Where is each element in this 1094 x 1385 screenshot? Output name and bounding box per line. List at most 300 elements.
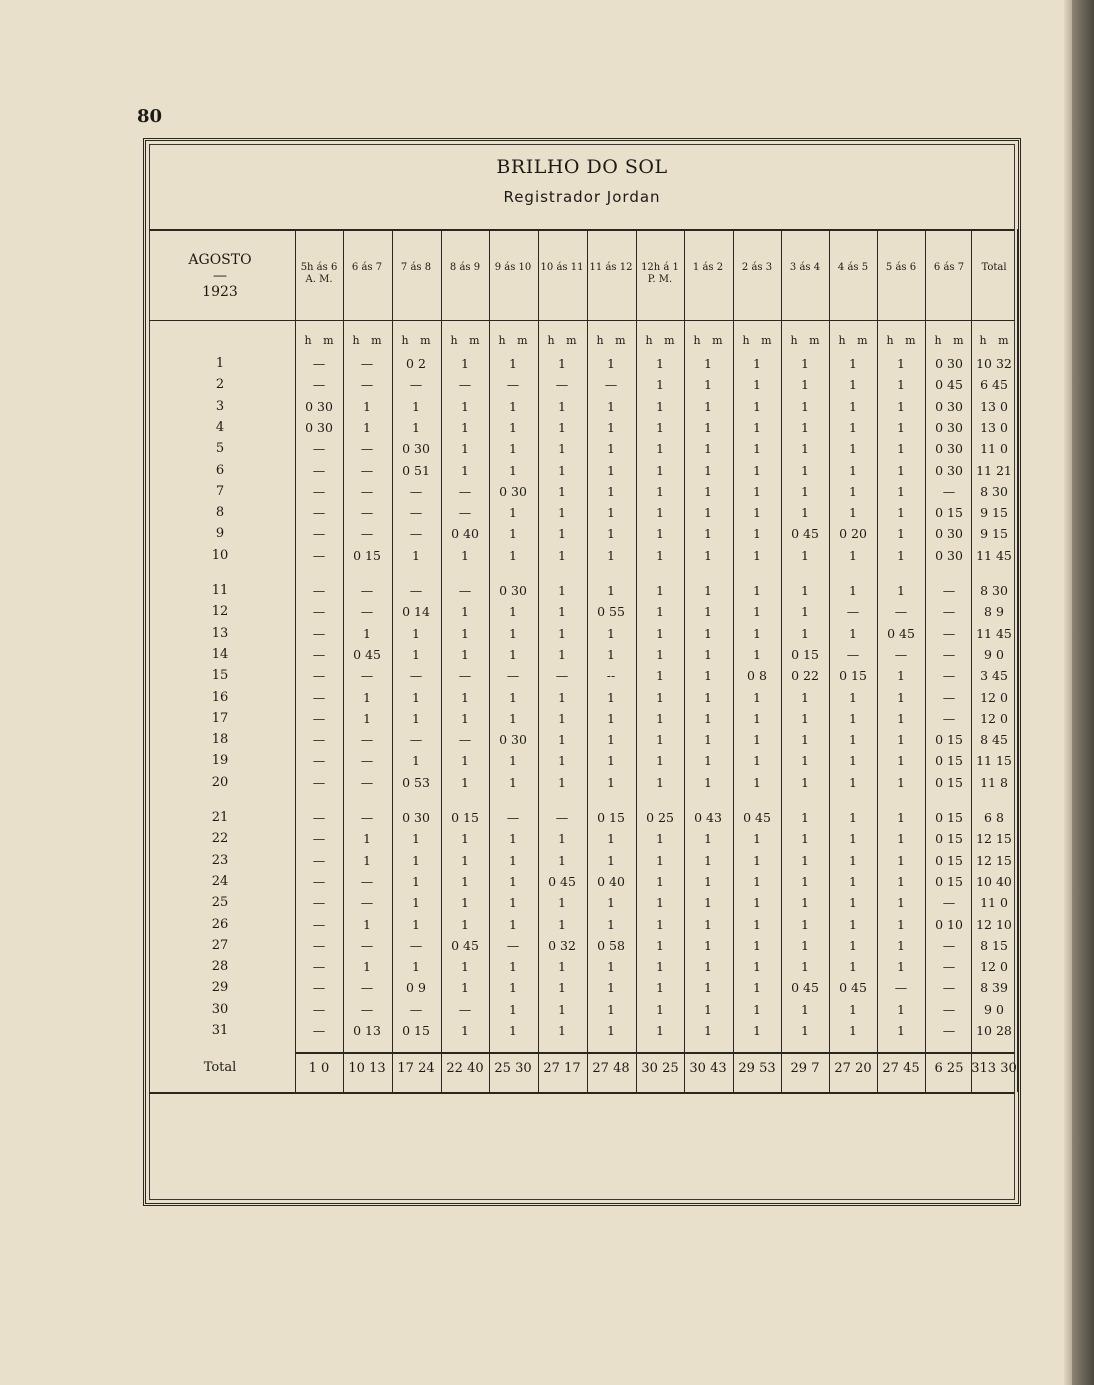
column-header-line1: 7 ás 8: [400, 262, 432, 273]
table-cell: 1: [363, 959, 371, 975]
column-header-line1: 1 ás 2: [692, 262, 724, 273]
table-cell: 0 30: [935, 526, 963, 542]
day-label: 14: [211, 646, 229, 662]
table-cell: 1: [753, 916, 761, 932]
table-cell: 1: [801, 831, 809, 847]
table-cell: 1: [753, 483, 761, 499]
table-cell: 1: [558, 852, 566, 868]
table-cell: 13 0: [980, 419, 1008, 435]
table-cell: 1: [509, 873, 517, 889]
header-top-rule: [149, 229, 1015, 231]
table-cell: —: [312, 852, 326, 868]
table-cell: 1: [704, 483, 712, 499]
table-cell: —: [312, 462, 326, 478]
total-cell: 10 13: [348, 1061, 386, 1076]
table-cell: 1: [509, 505, 517, 521]
table-cell: —: [458, 505, 472, 521]
table-cell: 1: [461, 959, 469, 975]
table-cell: 1: [897, 852, 905, 868]
table-cell: 1: [656, 646, 664, 662]
table-cell: 1: [849, 377, 857, 393]
table-cell: 1: [849, 852, 857, 868]
table-cell: 1: [656, 873, 664, 889]
table-cell: 1: [753, 895, 761, 911]
table-cell: —: [409, 377, 423, 393]
table-cell: 1: [607, 419, 615, 435]
table-cell: —: [312, 895, 326, 911]
header-bottom-rule: [149, 320, 1015, 321]
table-cell: 1: [656, 937, 664, 953]
table-cell: 1: [704, 710, 712, 726]
table-cell: 1: [607, 753, 615, 769]
table-cell: 1: [558, 604, 566, 620]
table-cell: 1: [509, 980, 517, 996]
table-cell: 1: [753, 583, 761, 598]
table-cell: 1: [897, 774, 905, 790]
table-cell: 1: [897, 668, 905, 684]
table-cell: 1: [801, 689, 809, 705]
column-header-line1: 5h ás 6: [300, 262, 338, 273]
unit-label: h m: [693, 334, 723, 347]
total-cell: 27 45: [882, 1061, 920, 1076]
table-cell: 0 45: [548, 873, 576, 889]
table-cell: 1: [412, 959, 420, 975]
table-cell: 0 45: [839, 980, 867, 996]
table-cell: 1: [801, 377, 809, 393]
table-cell: —: [312, 689, 326, 705]
table-cell: 1: [704, 959, 712, 975]
table-cell: 1: [753, 547, 761, 563]
day-label: 12: [211, 604, 229, 620]
year-label: 1923: [202, 284, 238, 300]
table-cell: 1: [607, 1023, 615, 1038]
table-cell: 1: [704, 753, 712, 769]
page-edge: [1064, 0, 1072, 1385]
table-cell: 1: [656, 526, 664, 542]
day-label: 5: [215, 441, 225, 457]
table-cell: 1: [607, 505, 615, 521]
table-cell: 1: [897, 462, 905, 478]
table-cell: 1: [461, 852, 469, 868]
table-cell: 1: [704, 398, 712, 414]
table-cell: —: [555, 377, 569, 393]
table-cell: —: [942, 895, 956, 911]
table-cell: 1: [656, 831, 664, 847]
table-cell: —: [360, 810, 374, 825]
table-cell: —: [360, 980, 374, 996]
table-cell: 1: [704, 505, 712, 521]
table-cell: 1: [656, 753, 664, 769]
table-cell: 1: [461, 895, 469, 911]
table-cell: 1: [558, 916, 566, 932]
table-cell: 1: [656, 398, 664, 414]
table-cell: 1: [849, 1023, 857, 1038]
day-label: 19: [211, 753, 229, 769]
table-cell: 11 15: [976, 753, 1012, 769]
table-cell: 1: [753, 377, 761, 393]
table-cell: 1: [704, 462, 712, 478]
column-header: [684, 262, 732, 274]
total-row-label: Total: [203, 1060, 237, 1075]
table-cell: 1: [801, 441, 809, 457]
table-cell: 1: [753, 710, 761, 726]
table-cell: 1: [753, 732, 761, 748]
page-number: 80: [137, 106, 163, 127]
table-cell: —: [360, 604, 374, 620]
table-cell: —: [894, 646, 908, 662]
day-label: 22: [211, 831, 229, 847]
table-cell: 0 30: [402, 810, 430, 825]
table-cell: 1: [801, 1001, 809, 1017]
table-cell: 1: [897, 895, 905, 911]
table-cell: 1: [753, 1023, 761, 1038]
table-cell: 8 30: [980, 483, 1008, 499]
column-header: [343, 262, 391, 274]
table-cell: 0 51: [402, 462, 430, 478]
table-bottom-rule: [149, 1092, 1015, 1094]
total-cell: 1 0: [308, 1061, 330, 1076]
table-cell: 1: [461, 547, 469, 563]
table-cell: 1: [412, 625, 420, 641]
table-cell: 0 30: [499, 583, 527, 598]
table-cell: 1: [607, 1001, 615, 1017]
table-cell: —: [312, 356, 326, 371]
table-cell: 1: [461, 462, 469, 478]
table-cell: 1: [509, 419, 517, 435]
table-cell: —: [894, 980, 908, 996]
table-cell: 1: [461, 916, 469, 932]
table-cell: 1: [558, 753, 566, 769]
column-header-line1: Total: [981, 262, 1007, 273]
day-label: 1: [215, 356, 225, 371]
table-cell: 1: [461, 689, 469, 705]
table-cell: 1: [509, 547, 517, 563]
table-cell: 1: [801, 916, 809, 932]
table-title: BRILHO DO SOL: [496, 156, 668, 178]
table-cell: 1: [558, 398, 566, 414]
table-cell: 1: [897, 583, 905, 598]
day-label: 9: [215, 526, 225, 542]
table-cell: 0 45: [935, 377, 963, 393]
table-cell: —: [458, 583, 472, 598]
table-cell: 0 2: [406, 356, 426, 371]
table-cell: 1: [509, 959, 517, 975]
table-cell: 1: [461, 980, 469, 996]
unit-label: h m: [838, 334, 868, 347]
table-cell: 1: [607, 916, 615, 932]
table-cell: 1: [801, 583, 809, 598]
table-cell: 1: [412, 710, 420, 726]
table-cell: 1: [656, 419, 664, 435]
table-cell: 1: [363, 710, 371, 726]
table-cell: 1: [412, 753, 420, 769]
table-cell: 1: [607, 583, 615, 598]
table-cell: 1: [704, 1023, 712, 1038]
table-cell: 8 9: [984, 604, 1004, 620]
table-cell: 0 30: [935, 441, 963, 457]
table-cell: 1: [412, 646, 420, 662]
day-label: 11: [211, 583, 229, 598]
total-cell: 17 24: [397, 1061, 435, 1076]
table-cell: 1: [363, 689, 371, 705]
table-cell: 1: [897, 831, 905, 847]
table-cell: 1: [801, 732, 809, 748]
table-cell: 1: [509, 852, 517, 868]
unit-label: h m: [498, 334, 528, 347]
table-cell: 0 10: [935, 916, 963, 932]
table-cell: 1: [704, 895, 712, 911]
table-cell: 1: [656, 980, 664, 996]
table-cell: 1: [849, 462, 857, 478]
table-cell: 1: [801, 419, 809, 435]
table-cell: —: [312, 625, 326, 641]
column-header-line1: 8 ás 9: [449, 262, 481, 273]
table-cell: —: [360, 483, 374, 499]
total-cell: 27 48: [592, 1061, 630, 1076]
table-cell: 1: [509, 1023, 517, 1038]
table-cell: —: [360, 732, 374, 748]
table-cell: 0 15: [935, 732, 963, 748]
table-cell: 11 21: [976, 462, 1012, 478]
table-cell: 1: [801, 810, 809, 825]
table-cell: 1: [753, 753, 761, 769]
table-cell: 10 32: [976, 356, 1012, 371]
column-header-line1: 9 ás 10: [494, 262, 532, 273]
table-cell: 1: [607, 646, 615, 662]
table-cell: 1: [897, 959, 905, 975]
table-cell: 1: [704, 1001, 712, 1017]
column-header-line1: 11 ás 12: [589, 262, 633, 273]
table-cell: 1: [897, 1023, 905, 1038]
month-dash: —: [213, 268, 227, 284]
table-cell: 9 0: [984, 1001, 1004, 1017]
table-cell: 1: [897, 732, 905, 748]
table-cell: 1: [656, 710, 664, 726]
table-cell: 11 0: [980, 441, 1008, 457]
table-cell: 1: [412, 689, 420, 705]
column-header: [829, 262, 877, 274]
table-cell: 1: [509, 1001, 517, 1017]
table-cell: —: [360, 895, 374, 911]
table-cell: 1: [607, 441, 615, 457]
day-label: 15: [211, 668, 229, 684]
table-cell: —: [409, 937, 423, 953]
table-cell: 1: [897, 810, 905, 825]
column-header: [925, 262, 973, 274]
unit-label: h m: [979, 334, 1009, 347]
table-cell: 1: [849, 441, 857, 457]
table-cell: 1: [607, 732, 615, 748]
table-cell: 1: [363, 831, 371, 847]
table-cell: 1: [704, 774, 712, 790]
table-cell: 1: [558, 462, 566, 478]
table-cell: 1: [461, 398, 469, 414]
table-cell: 0 15: [402, 1023, 430, 1038]
table-cell: 1: [656, 774, 664, 790]
table-cell: —: [409, 583, 423, 598]
table-cell: 1: [849, 937, 857, 953]
day-label: 10: [211, 547, 229, 563]
table-cell: 1: [704, 646, 712, 662]
column-header: [392, 262, 440, 274]
table-cell: 1: [753, 774, 761, 790]
table-cell: 1: [801, 462, 809, 478]
table-cell: 8 45: [980, 732, 1008, 748]
table-cell: 1: [849, 959, 857, 975]
table-cell: 1: [753, 398, 761, 414]
table-cell: —: [312, 1001, 326, 1017]
table-cell: 1: [704, 356, 712, 371]
total-cell: 25 30: [494, 1061, 532, 1076]
table-cell: 0 20: [839, 526, 867, 542]
day-label: 26: [211, 916, 229, 932]
table-cell: 1: [607, 398, 615, 414]
table-cell: 1: [607, 831, 615, 847]
column-header-line1: 6 ás 7: [351, 262, 383, 273]
table-cell: 1: [849, 810, 857, 825]
column-divider: [1017, 229, 1018, 1092]
table-cell: 0 15: [935, 774, 963, 790]
table-cell: 0 30: [935, 356, 963, 371]
table-cell: 1: [801, 356, 809, 371]
table-cell: 0 30: [402, 441, 430, 457]
table-cell: —: [312, 980, 326, 996]
table-cell: 3 45: [980, 668, 1008, 684]
table-cell: 1: [849, 483, 857, 499]
table-cell: 1: [558, 419, 566, 435]
table-cell: —: [312, 483, 326, 499]
table-cell: 1: [558, 646, 566, 662]
table-cell: —: [360, 377, 374, 393]
table-cell: —: [312, 646, 326, 662]
table-cell: 1: [558, 483, 566, 499]
table-cell: 1: [897, 916, 905, 932]
table-cell: 0 32: [548, 937, 576, 953]
table-cell: —: [555, 668, 569, 684]
table-cell: 0 15: [791, 646, 819, 662]
day-label: 27: [211, 937, 229, 953]
table-cell: —: [942, 483, 956, 499]
table-cell: 1: [897, 356, 905, 371]
table-cell: 10 28: [976, 1023, 1012, 1038]
table-cell: —: [312, 732, 326, 748]
table-cell: 0 15: [935, 831, 963, 847]
table-cell: 12 15: [976, 831, 1012, 847]
column-header-line1: 3 ás 4: [789, 262, 821, 273]
table-cell: 1: [897, 710, 905, 726]
table-cell: 1: [801, 398, 809, 414]
table-cell: —: [458, 1001, 472, 1017]
table-cell: 1: [656, 625, 664, 641]
column-header: [733, 262, 781, 274]
table-cell: 1: [461, 604, 469, 620]
table-cell: 0 30: [935, 398, 963, 414]
table-cell: 1: [704, 441, 712, 457]
table-cell: --: [606, 668, 616, 684]
table-cell: 1: [656, 441, 664, 457]
table-cell: 1: [801, 959, 809, 975]
table-cell: 1: [656, 1001, 664, 1017]
table-cell: 1: [849, 732, 857, 748]
table-cell: —: [942, 625, 956, 641]
table-cell: 1: [607, 774, 615, 790]
column-header-line1: 12h á 1: [641, 262, 679, 273]
table-cell: 0 45: [451, 937, 479, 953]
table-cell: 1: [607, 483, 615, 499]
table-cell: —: [942, 959, 956, 975]
table-cell: 1: [753, 1001, 761, 1017]
table-cell: —: [360, 753, 374, 769]
unit-label: h m: [450, 334, 480, 347]
day-label: 8: [215, 505, 225, 521]
table-cell: 1: [607, 625, 615, 641]
day-label: 25: [211, 895, 229, 911]
table-cell: 1: [801, 483, 809, 499]
table-cell: 6 8: [984, 810, 1004, 825]
table-cell: —: [942, 583, 956, 598]
table-cell: —: [506, 377, 520, 393]
day-label: 17: [211, 710, 229, 726]
table-cell: 1: [656, 959, 664, 975]
table-cell: 1: [607, 526, 615, 542]
table-cell: —: [360, 668, 374, 684]
table-cell: 1: [558, 831, 566, 847]
table-cell: 0 45: [353, 646, 381, 662]
table-cell: —: [409, 505, 423, 521]
table-cell: 1: [704, 625, 712, 641]
table-cell: —: [312, 1023, 326, 1038]
table-cell: 0 22: [791, 668, 819, 684]
table-cell: 1: [704, 980, 712, 996]
table-cell: —: [942, 710, 956, 726]
table-cell: —: [409, 1001, 423, 1017]
table-cell: 1: [704, 583, 712, 598]
table-cell: 1: [461, 646, 469, 662]
day-label: 3: [215, 398, 225, 414]
day-label: 6: [215, 462, 225, 478]
table-cell: 1: [509, 689, 517, 705]
table-cell: 0 25: [646, 810, 674, 825]
table-cell: 1: [656, 377, 664, 393]
table-cell: 1: [363, 916, 371, 932]
table-cell: 1: [509, 646, 517, 662]
unit-label: h m: [547, 334, 577, 347]
table-cell: —: [458, 483, 472, 499]
table-cell: —: [360, 441, 374, 457]
table-cell: —: [360, 1001, 374, 1017]
table-cell: 1: [363, 852, 371, 868]
table-cell: 0 15: [935, 505, 963, 521]
table-cell: 1: [753, 505, 761, 521]
table-cell: —: [846, 604, 860, 620]
table-cell: 1: [607, 980, 615, 996]
table-cell: —: [942, 937, 956, 953]
table-cell: 1: [849, 505, 857, 521]
total-cell: 30 43: [689, 1061, 727, 1076]
table-cell: 1: [753, 604, 761, 620]
table-cell: 0 45: [743, 810, 771, 825]
table-cell: 0 30: [935, 419, 963, 435]
table-cell: 1: [412, 873, 420, 889]
unit-label: h m: [352, 334, 382, 347]
table-cell: 1: [509, 604, 517, 620]
table-cell: 1: [801, 710, 809, 726]
table-cell: 1: [558, 441, 566, 457]
column-header-line1: 4 ás 5: [837, 262, 869, 273]
table-cell: 0 8: [747, 668, 767, 684]
column-header: [971, 262, 1017, 274]
table-cell: 1: [558, 356, 566, 371]
